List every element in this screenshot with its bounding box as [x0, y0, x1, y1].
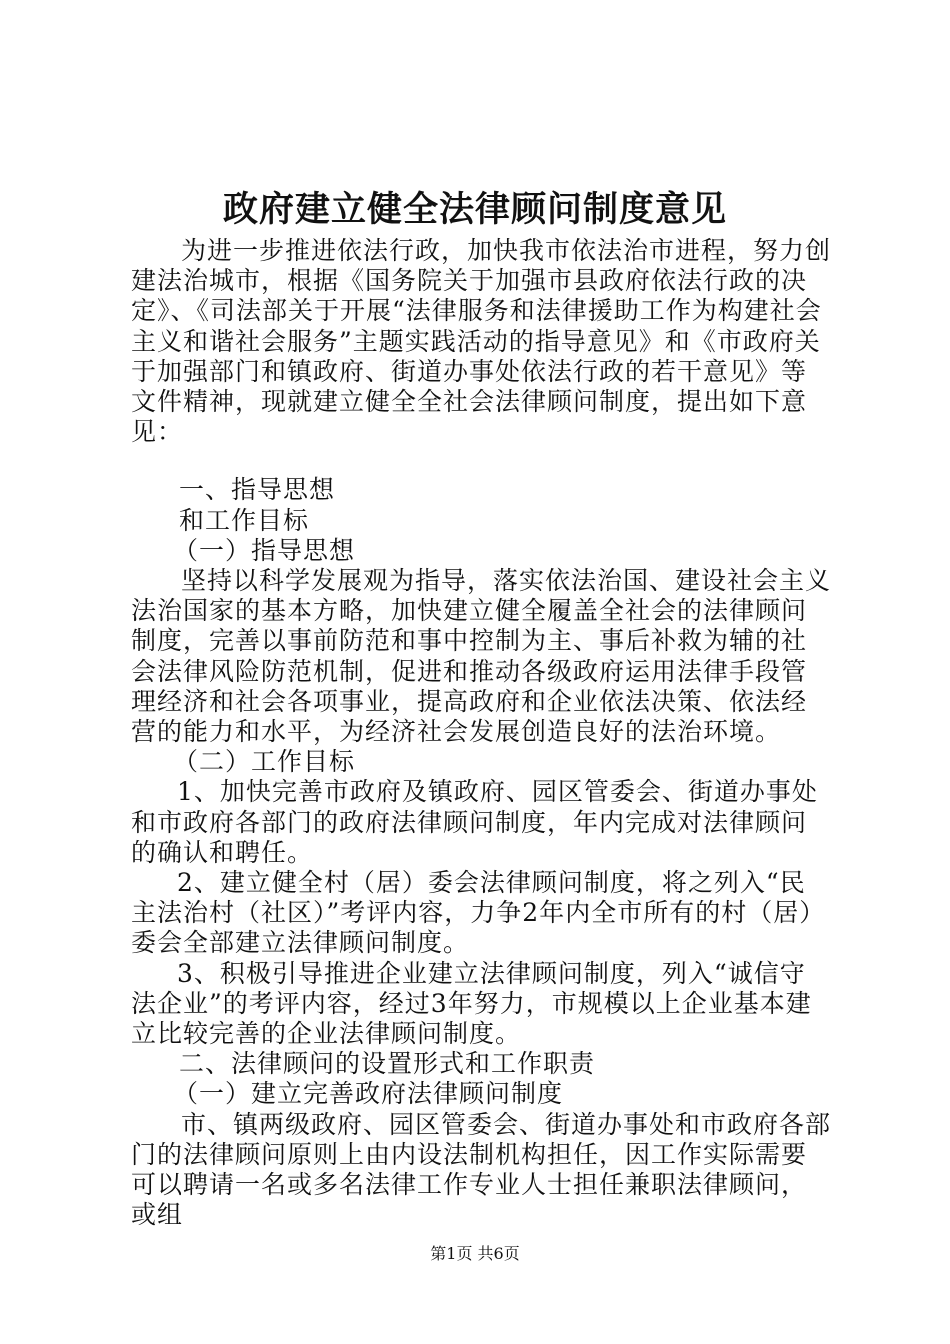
page-number-footer: 第1页 共6页 [430, 1244, 520, 1263]
goal1-paragraph: 1、加快完善市政府及镇政府、园区管委会、街道办事处和市政府各部门的政府法律顾问制度，年内完成对法律顾问的确认和聘任。 [131, 777, 818, 867]
intro-paragraph: 为进一步推进依法行政，加快我市依法治市进程，努力创建法治城市，根据《国务院关于加强市县政府依法行政的决定》、《司法部关于开展“法律服务和法律援助工作为构建社会主义和谐社会服务”主题实践活动的指导意见》和《市政府关于加强部门和镇政府、街道办事处依法行政的若干意见》等文件精神，现就建立健全全社会法律顾问制度，提出如下意见： [131, 236, 832, 447]
section2-heading: 二、法律顾问的设置形式和工作职责 [179, 1049, 596, 1079]
goal2-paragraph: 2、建立健全村（居）委会法律顾问制度，将之列入“民主法治村（社区）”考评内容，力争2年内全市所有的村（居）委会全部建立法律顾问制度。 [131, 868, 826, 958]
sub1-paragraph: 坚持以科学发展观为指导，落实依法治国、建设社会主义法治国家的基本方略，加快建立健全履盖全社会的法律顾问制度，完善以事前防范和事中控制为主、事后补救为辅的社会法律风险防范机制，促进和推动各级政府运用法律手段管理经济和社会各项事业，提高政府和企业依法决策、依法经营的能力和水平，为经济社会发展创造良好的法治环境。 [131, 566, 832, 747]
paragraph-gap [131, 447, 831, 475]
section1-heading: 一、指导思想 [179, 475, 336, 505]
sub1-heading: （一）指导思想 [173, 535, 356, 565]
sub3-paragraph: 市、镇两级政府、园区管委会、街道办事处和市政府各部门的法律顾问原则上由内设法制机构担任，因工作实际需要可以聘请一名或多名法律工作专业人士担任兼职法律顾问，或组 [131, 1109, 832, 1230]
document-title: 政府建立健全法律顾问制度意见 [222, 189, 727, 230]
goal3-paragraph: 3、积极引导推进企业建立法律顾问制度，列入“诚信守法企业”的考评内容，经过3年努力，市规模以上企业基本建立比较完善的企业法律顾问制度。 [131, 958, 812, 1049]
sub2-heading: （二）工作目标 [173, 747, 356, 777]
sub3-heading: （一）建立完善政府法律顾问制度 [173, 1079, 564, 1109]
document-body [131, 236, 831, 1231]
section1-heading-continued: 和工作目标 [179, 505, 310, 535]
